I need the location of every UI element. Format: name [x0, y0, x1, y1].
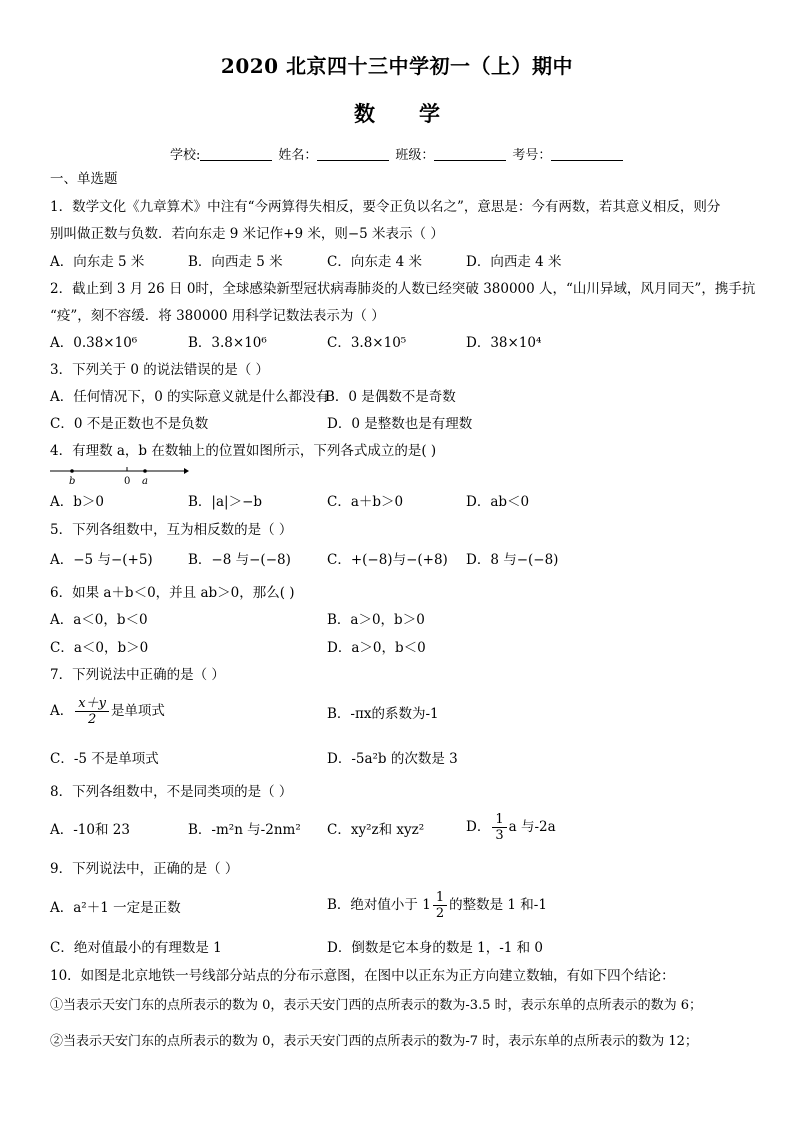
q4-option-b: B．|a|＞−b	[188, 494, 263, 510]
q4-option-a: A．b＞0	[50, 494, 104, 510]
q6-option-d: D．a＞0，b＜0	[327, 640, 426, 656]
label-b: b	[69, 476, 76, 487]
q8-option-a: A．-10和 23	[50, 822, 130, 838]
q3-option-d: D．0 是整数也是有理数	[327, 416, 473, 432]
q6-option-a: A．a＜0，b＜0	[50, 612, 148, 628]
fraction-denominator: 2	[87, 712, 97, 727]
q3-stem: 3．下列关于 0 的说法错误的是（ ）	[50, 362, 270, 378]
fraction-numerator: 1	[492, 812, 506, 828]
school-blank[interactable]	[200, 148, 272, 161]
q7-option-a	[50, 696, 165, 727]
q7-option-a-prefix: A．	[50, 703, 74, 719]
q5-option-a: A．−5 与−(+5)	[50, 552, 153, 568]
q9-stem: 9．下列说法中，正确的是（ ）	[50, 861, 239, 877]
class-label: 班级：	[395, 148, 435, 163]
fraction-denominator: 3	[495, 828, 504, 843]
q7-stem: 7．下列说法中正确的是（ ）	[50, 667, 225, 683]
q8-option-d-fraction	[492, 812, 506, 843]
q5-stem: 5．下列各组数中，互为相反数的是（ ）	[50, 522, 293, 538]
q8-option-d-prefix: D．	[466, 819, 491, 835]
subject-title: 数学	[354, 101, 484, 126]
fraction-numerator: x＋y	[75, 696, 109, 712]
q10-statement-2: ②当表示天安门东的点所表示的数为 0，表示天安门西的点所表示的数为-7 时，表示东单的点所表示的数为 12；	[50, 1034, 698, 1049]
q1-option-c: C．向东走 4 米	[327, 254, 423, 270]
exam-no-label: 考号：	[512, 148, 552, 163]
q1-option-d: D．向西走 4 米	[466, 254, 562, 270]
q7-option-a-suffix: 是单项式	[110, 703, 165, 719]
q7-option-d: D．-5a²b 的次数是 3	[327, 751, 458, 767]
q2-stem-line1: 2．截止到 3 月 26 日 0时，全球感染新型冠状病毒肺炎的人数已经突破 380000 人，“山川异域，风月同天”，携手抗	[50, 281, 756, 297]
q2-option-c: C．3.8×10⁵	[327, 335, 407, 351]
q6-option-b: B．a＞0，b＞0	[327, 612, 425, 628]
exam-no-blank[interactable]	[551, 148, 623, 161]
q7-option-c: C．-5 不是单项式	[50, 751, 159, 767]
q1-option-a: A．向东走 5 米	[50, 254, 145, 270]
q8-option-b: B．-m²n 与-2nm²	[188, 822, 301, 838]
q3-option-c: C．0 不是正数也不是负数	[50, 416, 209, 432]
q9-option-d: D．倒数是它本身的数是 1，-1 和 0	[327, 940, 544, 956]
q7-option-b: B．-πx的系数为-1	[327, 706, 439, 722]
label-a: a	[142, 476, 148, 487]
q8-option-d-suffix: a 与-2a	[508, 819, 556, 835]
q9-option-b-fraction	[433, 890, 447, 921]
exam-title: 2020 北京四十三中学初一（上）期中	[220, 54, 574, 78]
q9-option-b-suffix: 的整数是 1 和-1	[449, 897, 547, 913]
point-a	[143, 469, 147, 473]
q2-option-d: D．38×10⁴	[466, 335, 542, 351]
q4-number-line	[48, 465, 190, 487]
q1-option-b: B．向西走 5 米	[188, 254, 283, 270]
name-label: 姓名：	[278, 148, 318, 163]
q4-stem: 4．有理数 a，b 在数轴上的位置如图所示，下列各式成立的是( )	[50, 443, 437, 459]
q5-option-b: B．−8 与−(−8)	[188, 552, 291, 568]
q10-stem: 10．如图是北京地铁一号线部分站点的分布示意图，在图中以正东为正方向建立数轴，有如下四个结论：	[50, 968, 675, 984]
q8-option-c: C．xy²z和 xyz²	[327, 822, 425, 838]
q2-option-a: A．0.38×10⁶	[50, 335, 138, 351]
label-zero: 0	[124, 476, 131, 487]
name-blank[interactable]	[317, 148, 389, 161]
q9-option-c: C．绝对值最小的有理数是 1	[50, 940, 222, 956]
q5-option-c: C．+(−8)与−(+8)	[327, 552, 448, 568]
fraction-numerator: 1	[433, 890, 447, 906]
q6-option-c: C．a＜0，b＞0	[50, 640, 149, 656]
q5-option-d: D．8 与−(−8)	[466, 552, 559, 568]
school-label: 学校:	[170, 148, 201, 163]
q1-stem-line2: 别叫做正数与负数．若向东走 9 米记作+9 米，则−5 米表示（ ）	[50, 226, 444, 242]
number-line-arrow	[184, 468, 189, 474]
q9-option-b-prefix: B．绝对值小于 1	[327, 897, 431, 913]
fraction-denominator: 2	[435, 906, 445, 921]
q9-option-a: A．a²＋1 一定是正数	[50, 900, 181, 916]
q8-option-d	[466, 812, 556, 843]
q2-stem-line2: “疫”，刻不容缓．将 380000 用科学记数法表示为（ ）	[50, 308, 385, 324]
q10-statement-1: ①当表示天安门东的点所表示的数为 0，表示天安门西的点所表示的数为-3.5 时，表示东单的点所表示的数为 6；	[50, 998, 703, 1013]
q7-option-a-fraction	[75, 696, 109, 727]
section-heading: 一、单选题	[50, 171, 118, 187]
point-b	[70, 469, 74, 473]
class-blank[interactable]	[434, 148, 506, 161]
q3-option-b: B．0 是偶数不是奇数	[325, 389, 456, 405]
q9-option-b	[327, 890, 547, 921]
q2-option-b: B．3.8×10⁶	[188, 335, 267, 351]
q4-option-c: C．a＋b＞0	[327, 494, 404, 510]
q8-stem: 8．下列各组数中，不是同类项的是（ ）	[50, 784, 293, 800]
q6-stem: 6．如果 a＋b＜0，并且 ab＞0，那么( )	[50, 585, 295, 601]
student-info-row	[170, 144, 629, 163]
q1-stem-line1: 1．数学文化《九章算术》中注有“今两算得失相反，要令正负以名之”，意思是：今有两数，若其意义相反，则分	[50, 199, 721, 215]
q3-option-a: A．任何情况下，0 的实际意义就是什么都没有	[50, 389, 330, 405]
q4-option-d: D．ab＜0	[466, 494, 530, 510]
